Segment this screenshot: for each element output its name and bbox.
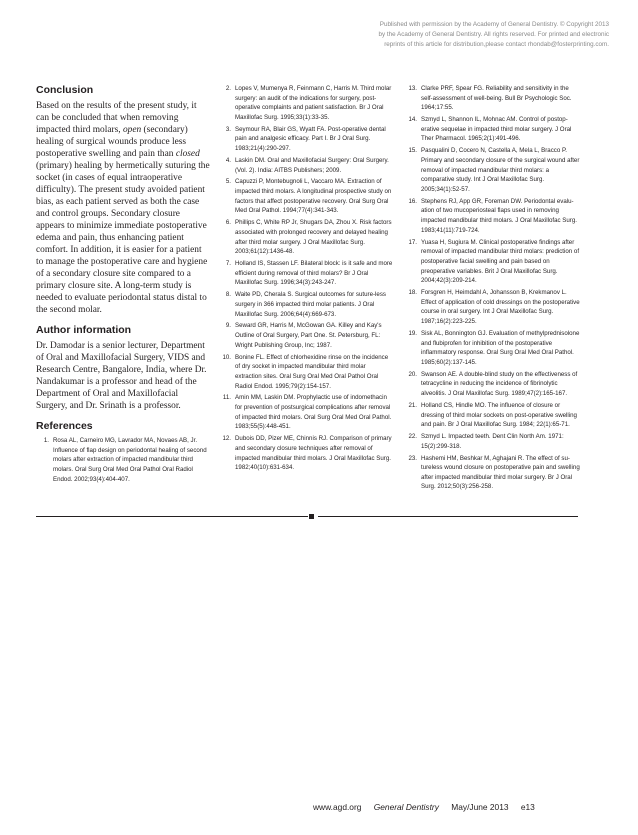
reference-number: 8. — [225, 291, 231, 299]
reference-list — [218, 84, 394, 473]
reference-number: 19. — [408, 329, 417, 337]
reference-text: Hashemi HM, Beshkar M, Aghajani R. The effect of sutureless wound closure on postoperative pain and swelling after impacted mandibular third molar surgery. Br J Oral Surg. 2012;50(3):256-258. — [421, 454, 580, 491]
reference-number: 7. — [225, 260, 231, 268]
end-mark-icon — [309, 514, 314, 519]
reference-item — [218, 156, 394, 175]
footer-journal: General Dentistry — [373, 802, 439, 812]
reference-item — [404, 146, 582, 194]
reference-text: Swanson AE. A double-blind study on the effectiveness of tetracycline in reducing the incidence of fibrinolytic alveolitis. J Oral Maxillofac Surg. 1989;47(2):165-167. — [421, 370, 578, 397]
reference-item — [218, 259, 394, 288]
reference-text: Holland CS, Hindle MO. The influence of closure or dressing of third molar sockets on post-operative swelling and pain. Br J Oral Maxillofac Surg. 1984; 22(1):65-71. — [421, 401, 577, 429]
reference-item — [218, 290, 394, 319]
reference-text: Szmyd L. Impacted teeth. Dent Clin North Am. 1971: 15(2):299-318. — [421, 433, 564, 450]
permission-line: reprints of this article for distribution,please contact rhondab@fosterprinting.com. — [384, 41, 609, 48]
footer-url: www.agd.org — [313, 802, 362, 812]
reference-number: 21. — [408, 401, 417, 409]
reference-number: 22. — [408, 433, 417, 440]
reference-number: 3. — [225, 125, 231, 133]
reference-item — [218, 125, 394, 154]
column-left — [36, 84, 210, 486]
reference-number: 17. — [408, 238, 417, 246]
reference-item — [404, 329, 582, 368]
reference-number: 1. — [43, 437, 49, 444]
reference-number: 12. — [222, 435, 231, 443]
reference-text: Dubois DD, Pizer ME, Chinnis RJ. Comparison of primary and secondary closure techniques after removal of impacted mandibular third molars. J Oral Maxillofac Surg. 1982;40(10):631-634. — [235, 435, 392, 472]
reference-text: Seward GR, Harris M, McGowan GA. Killey and Kay's Outline of Oral Surgery, Part One. St. Petersburg, FL: Wright Publishing Group, Inc; 1987. — [235, 322, 382, 349]
author-heading: Author information — [36, 324, 132, 336]
reference-item — [404, 288, 582, 327]
permission-line: Published with permission by the Academy of General Dentistry. © Copyright 2013 — [379, 21, 609, 28]
reference-text: Sisk AL, Bonnington GJ. Evaluation of methylprednisolone and flubiprofen for inhibition of the postoperative inflammatory response. Oral Surg Oral Med Oral Pathol. 1985;60(2):137-145. — [421, 329, 580, 366]
reference-number: 15. — [408, 147, 417, 155]
conclusion-text: Based on the results of the present study, it can be concluded that when removing impacted third molars, open (secondary) healing of surgical wounds produce less postoperative swelling and pain than closed (primary) healing by hermetically suturing the socket (in cases of equal intraoperative difficulty). The present study avoided patient bias, as each patient served as both the case and control groups. Secondary closure appears to minimize immediate postoperative edema and pain, thus enhancing patient comfort. In addition, it is easier for a patient to manage the postoperative care and hygiene of a secondary closure site compared to a primary closure site. A long-term study is needed to evaluate periodontal status distal to the second molar. — [36, 101, 210, 315]
reference-item — [218, 321, 394, 350]
page-footer — [313, 802, 613, 812]
reference-number: 11. — [222, 394, 231, 402]
reference-number: 10. — [222, 353, 231, 361]
reference-number: 5. — [225, 178, 231, 186]
reference-list — [36, 436, 210, 484]
reference-number: 23. — [408, 454, 417, 462]
reference-item — [404, 432, 582, 451]
reference-text: Capuzzi P, Montebugnoli L, Vaccaro MA. Extraction of impacted third molars. A longitudinal prospective study on factors that affect postoperative recovery. Oral Surg Oral Med Oral Pathol. 1994;77(4):341-343. — [235, 178, 392, 215]
reference-text: Lopes V, Mumenya R, Feinmann C, Harris M. Third molar surgery: an audit of the indications for surgery, post-operative complaints and patient satisfaction. Br J Oral Maxillofac Surg. 1995;33(1):33-35. — [235, 85, 392, 121]
reference-text: Clarke PRF, Spear FG. Reliability and sensitivity in the self-assessment of well-being. Bull Br Psychologic Soc. 1964;17:55. — [421, 85, 572, 112]
reference-number: 13. — [408, 85, 417, 92]
reference-item — [218, 177, 394, 216]
reference-text: Waite PD, Cherala S. Surgical outcomes for suture-less surgery in 366 impacted third molar patients. J Oral Maxillofac Surg. 2006;64(4):669-673. — [235, 291, 386, 318]
reference-item — [404, 454, 582, 493]
divider-rule — [318, 516, 578, 517]
footer-page-number: e13 — [520, 802, 535, 812]
reference-number: 9. — [225, 322, 231, 330]
divider-rule — [36, 516, 308, 517]
reference-item — [404, 401, 582, 430]
reference-text: Stephens RJ, App GR, Foreman DW. Periodontal evaluation of two mucoperiosteal flaps used in removing impacted mandibular third molars. J Oral Maxillofac Surg. 1983;41(11):719-724. — [421, 197, 577, 234]
reference-text: Seymour RA, Blair GS, Wyatt FA. Post-operative dental pain and analgesic efficacy. Part I. Br J Oral Surg. 1983;21(4):290-297. — [235, 125, 386, 153]
column-right — [404, 84, 582, 494]
reference-text: Holland IS, Stassen LF. Bilateral block: is it safe and more efficient during removal of third molars? Br J Oral Maxillofac Surg. 1996;34(3):243-247. — [235, 260, 393, 287]
reference-text: Yuasa H, Sugiura M. Clinical postoperative findings after removal of impacted mandibular third molars: prediction of postoperative facial swelling and pain based on preoperative variables. Brit J Oral Maxillofac Surg. 2004;42(3):209-214. — [421, 238, 580, 285]
reference-number: 6. — [225, 219, 231, 227]
reference-item — [404, 238, 582, 286]
reference-text: Rosa AL, Carneiro MG, Lavrador MA, Novaes AB, Jr. Influence of flap design on periodontal healing of second molars after extraction of impacted mandibular third molars. Oral Surg Oral Med Oral Pathol Oral Radiol Endod. 2002;93(4):404-407. — [53, 437, 207, 483]
reference-item — [404, 197, 582, 236]
permission-notice — [317, 20, 609, 50]
references-heading: References — [36, 420, 93, 432]
reference-item — [36, 436, 210, 484]
reference-item — [404, 115, 582, 144]
reference-item — [218, 353, 394, 392]
reference-number: 16. — [408, 197, 417, 205]
reference-number: 18. — [408, 289, 417, 297]
reference-text: Phillips C, White RP Jr, Shugars DA, Zhou X. Risk factors associated with prolonged recovery and delayed healing after third molar surgery. J Oral Maxillofac Surg. 2003;61(12):1436-48. — [235, 219, 392, 256]
reference-number: 4. — [225, 156, 231, 164]
column-middle — [218, 84, 394, 475]
permission-line: by the Academy of General Dentistry. All rights reserved. For printed and electronic — [378, 31, 609, 38]
reference-item — [218, 84, 394, 123]
reference-text: Pasqualini D, Cocero N, Castella A, Mela L, Bracco P. Primary and secondary closure of the surgical wound after removal of impacted mandibular third molars: a comparative study. Int J Oral Maxillofac Surg. 2005;34(1):52-57. — [421, 147, 580, 193]
footer-date: May/June 2013 — [451, 802, 509, 812]
reference-text: Amin MM, Laskin DM. Prophylactic use of indomethacin for prevention of postsurgical complications after removal of impacted third molars. Oral Surg Oral Med Oral Pathol. 1983;55(5):448-451. — [235, 394, 392, 431]
reference-item — [218, 218, 394, 257]
conclusion-heading: Conclusion — [36, 84, 94, 96]
reference-list — [404, 84, 582, 492]
reference-number: 14. — [408, 116, 417, 124]
reference-number: 2. — [225, 85, 231, 92]
reference-item — [218, 393, 394, 432]
reference-item — [218, 434, 394, 473]
reference-text: Szmyd L, Shannon IL, Mohnac AM. Control of postoperative sequelae in impacted third molar surgery. J Oral Ther Pharmacol. 1965;2(1):491-496. — [421, 116, 572, 143]
reference-number: 20. — [408, 370, 417, 378]
author-text: Dr. Damodar is a senior lecturer, Department of Oral and Maxillofacial Surgery, VIDS and Research Centre, Bangalore, India, where Dr. Nandakumar is a professor and head of the Department of Oral and Maxillofacial Surgery, and Dr. Srinath is a professor. — [36, 341, 207, 411]
reference-item — [404, 370, 582, 399]
reference-text: Forsgren H, Heimdahl A, Johansson B, Krekmanov L. Effect of application of cold dressings on the postoperative course in oral surgery. Int J Oral Maxillofac Surg. 1987;16(2):223-225. — [421, 289, 580, 326]
reference-item — [404, 84, 582, 113]
reference-text: Laskin DM. Oral and Maxillofacial Surgery: Oral Surgery. (Vol. 2). India: AITBS Publishers; 2009. — [235, 156, 389, 174]
reference-text: Bonine FL. Effect of chlorhexidine rinse on the incidence of dry socket in impacted mandibular third molar extraction sites. Oral Surg Oral Med Oral Pathol Oral Radiol Endod. 1995;79(2):154-157. — [235, 353, 389, 390]
